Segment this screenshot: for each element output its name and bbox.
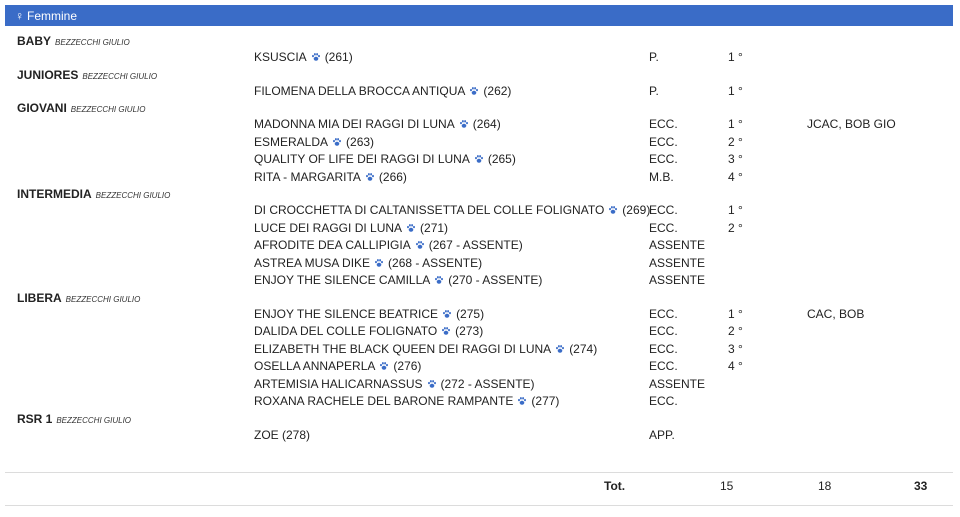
dog-name-text[interactable]: ROXANA RACHELE DEL BARONE RAMPANTE bbox=[254, 394, 514, 408]
entry-row bbox=[0, 117, 960, 134]
paw-icon[interactable] bbox=[442, 309, 452, 319]
dog-name-text[interactable]: ELIZABETH THE BLACK QUEEN DEI RAGGI DI LUNA bbox=[254, 341, 552, 356]
entry-row bbox=[0, 377, 960, 394]
placement: 2 ° bbox=[728, 220, 743, 235]
placement: 3 ° bbox=[728, 152, 743, 166]
catalog-number: (274) bbox=[569, 341, 598, 356]
dog-name[interactable] bbox=[254, 342, 597, 356]
paw-icon[interactable] bbox=[459, 119, 469, 129]
class-name: LIBERA bbox=[17, 290, 62, 305]
dog-name[interactable] bbox=[254, 152, 516, 166]
judgment-grade: APP. bbox=[649, 427, 675, 442]
dog-name[interactable] bbox=[254, 359, 421, 373]
dog-name-text[interactable]: DALIDA DEL COLLE FOLIGNATO bbox=[254, 324, 438, 338]
entry-row bbox=[0, 170, 960, 187]
catalog-number: (273) bbox=[455, 324, 484, 338]
entry-row bbox=[0, 394, 960, 411]
placement: 2 ° bbox=[728, 324, 743, 338]
placement: 2 ° bbox=[728, 134, 743, 149]
placement: 1 ° bbox=[728, 203, 743, 217]
entry-row bbox=[0, 135, 960, 152]
dog-name-text[interactable]: AFRODITE DEA CALLIPIGIA bbox=[254, 238, 411, 252]
female-icon: ♀ bbox=[15, 8, 24, 23]
class-name: RSR 1 bbox=[17, 411, 53, 426]
entry-row bbox=[0, 238, 960, 255]
judgment-grade: ECC. bbox=[649, 117, 678, 131]
dog-name[interactable] bbox=[254, 377, 535, 391]
catalog-number: (266) bbox=[378, 169, 407, 184]
dog-name[interactable] bbox=[254, 428, 310, 442]
class-header bbox=[17, 187, 170, 201]
dog-name[interactable] bbox=[254, 117, 501, 131]
paw-icon[interactable] bbox=[517, 396, 527, 406]
paw-icon[interactable] bbox=[365, 172, 375, 182]
judge-name: BEZZECCHI GIULIO bbox=[70, 105, 146, 114]
class-header bbox=[17, 291, 140, 305]
dog-name-text[interactable]: LUCE DEI RAGGI DI LUNA bbox=[254, 220, 403, 235]
catalog-number: (264) bbox=[472, 117, 501, 131]
paw-icon[interactable] bbox=[474, 154, 484, 164]
entry-row bbox=[0, 203, 960, 220]
placement: 1 ° bbox=[728, 83, 743, 98]
dog-name[interactable] bbox=[254, 273, 542, 287]
placement: 1 ° bbox=[728, 50, 743, 64]
entry-row bbox=[0, 342, 960, 359]
dog-name[interactable] bbox=[254, 203, 650, 217]
judgment-grade: ECC. bbox=[649, 203, 678, 217]
dog-name-text[interactable]: OSELLA ANNAPERLA bbox=[254, 359, 376, 373]
dog-name[interactable] bbox=[254, 170, 407, 184]
catalog-number: (271) bbox=[420, 220, 449, 235]
judgment-grade: ECC. bbox=[649, 306, 678, 321]
judgment-grade: ASSENTE bbox=[649, 255, 706, 270]
placement: 3 ° bbox=[728, 341, 743, 356]
dog-name-text[interactable]: QUALITY OF LIFE DEI RAGGI DI LUNA bbox=[254, 152, 470, 166]
entry-row bbox=[0, 84, 960, 101]
dog-name-text[interactable]: MADONNA MIA DEI RAGGI DI LUNA bbox=[254, 117, 455, 131]
paw-icon[interactable] bbox=[415, 240, 425, 250]
judgment-grade: ECC. bbox=[649, 152, 678, 166]
entry-row bbox=[0, 359, 960, 376]
dog-name[interactable] bbox=[254, 238, 523, 252]
dog-name-text[interactable]: FILOMENA DELLA BROCCA ANTIQUA bbox=[254, 83, 466, 98]
dog-name[interactable] bbox=[254, 135, 374, 149]
entry-row bbox=[0, 324, 960, 341]
judgment-grade: ECC. bbox=[649, 220, 678, 235]
totals-row bbox=[0, 479, 960, 495]
paw-icon[interactable] bbox=[427, 379, 437, 389]
judge-name: BEZZECCHI GIULIO bbox=[56, 415, 132, 425]
paw-icon[interactable] bbox=[469, 86, 479, 96]
judgment-grade: ECC. bbox=[649, 394, 678, 408]
dog-name[interactable] bbox=[254, 256, 482, 270]
award-title: JCAC, BOB GIO bbox=[807, 117, 896, 131]
entry-row bbox=[0, 256, 960, 273]
award-title: CAC, BOB bbox=[807, 306, 865, 321]
placement: 4 ° bbox=[728, 359, 743, 373]
paw-icon[interactable] bbox=[441, 326, 451, 336]
paw-icon[interactable] bbox=[406, 223, 416, 233]
judgment-grade: ASSENTE bbox=[649, 238, 706, 252]
judge-name: BEZZECCHI GIULIO bbox=[95, 191, 171, 200]
placement: 1 ° bbox=[728, 306, 743, 321]
dog-name[interactable] bbox=[254, 221, 448, 235]
entry-row bbox=[0, 428, 960, 445]
class-name: JUNIORES bbox=[17, 67, 79, 82]
dog-name-text[interactable]: ARTEMISIA HALICARNASSUS bbox=[254, 376, 423, 391]
dog-name-text[interactable]: KSUSCIA bbox=[254, 50, 307, 64]
dog-name-text[interactable]: DI CROCCHETTA DI CALTANISSETTA DEL COLLE FOLIGNATO bbox=[254, 203, 605, 217]
totals-col-1: 15 bbox=[720, 479, 734, 493]
catalog-number: (272 - ASSENTE) bbox=[440, 376, 535, 391]
judgment-grade: P. bbox=[649, 83, 659, 98]
class-name: INTERMEDIA bbox=[17, 187, 92, 201]
entry-row bbox=[0, 221, 960, 238]
judge-name: BEZZECCHI GIULIO bbox=[55, 38, 130, 47]
catalog-number: (268 - ASSENTE) bbox=[388, 255, 483, 270]
dog-name[interactable] bbox=[254, 324, 483, 338]
class-header bbox=[17, 34, 130, 48]
paw-icon[interactable] bbox=[555, 344, 565, 354]
judgment-grade: P. bbox=[649, 50, 659, 64]
entry-row bbox=[0, 307, 960, 324]
paw-icon[interactable] bbox=[434, 275, 444, 285]
class-header bbox=[17, 412, 131, 426]
catalog-number: (265) bbox=[487, 152, 516, 166]
class-header bbox=[17, 101, 145, 115]
paw-icon[interactable] bbox=[374, 258, 384, 268]
paw-icon[interactable] bbox=[379, 361, 389, 371]
totals-divider-bottom bbox=[5, 505, 953, 506]
dog-name-text[interactable]: ENJOY THE SILENCE BEATRICE bbox=[254, 306, 439, 321]
paw-icon[interactable] bbox=[332, 137, 342, 147]
catalog-number: (262) bbox=[483, 83, 512, 98]
dog-name[interactable] bbox=[254, 50, 353, 64]
judgment-grade: ECC. bbox=[649, 341, 678, 356]
totals-col-3: 33 bbox=[914, 479, 928, 493]
judgment-grade: ECC. bbox=[649, 324, 678, 338]
catalog-number: (276) bbox=[393, 359, 422, 373]
catalog-number: (277) bbox=[531, 394, 560, 408]
paw-icon[interactable] bbox=[608, 205, 618, 215]
entry-row bbox=[0, 50, 960, 67]
entry-row bbox=[0, 273, 960, 290]
placement: 1 ° bbox=[728, 117, 743, 131]
judgment-grade: ECC. bbox=[649, 359, 678, 373]
dog-name-text[interactable]: ASTREA MUSA DIKE bbox=[254, 255, 371, 270]
catalog-number: (270 - ASSENTE) bbox=[448, 273, 543, 287]
catalog-number: (263) bbox=[346, 134, 375, 149]
catalog-number: (267 - ASSENTE) bbox=[428, 238, 523, 252]
judge-name: BEZZECCHI GIULIO bbox=[82, 71, 158, 81]
totals-divider-top bbox=[5, 472, 953, 473]
totals-label: Tot. bbox=[604, 479, 626, 493]
judgment-grade: M.B. bbox=[649, 169, 674, 184]
dog-name[interactable] bbox=[254, 394, 559, 408]
section-header-femmine bbox=[5, 5, 953, 26]
dog-name[interactable] bbox=[254, 84, 511, 98]
entry-row bbox=[0, 152, 960, 169]
section-title: Femmine bbox=[27, 8, 78, 23]
catalog-number: (269) bbox=[622, 203, 651, 217]
class-name: BABY bbox=[17, 34, 52, 48]
catalog-number: (261) bbox=[324, 50, 353, 64]
judgment-grade: ECC. bbox=[649, 134, 678, 149]
class-name: GIOVANI bbox=[17, 101, 67, 115]
dog-name-text[interactable]: ENJOY THE SILENCE CAMILLA bbox=[254, 273, 431, 287]
judge-name: BEZZECCHI GIULIO bbox=[65, 294, 141, 304]
totals-col-2: 18 bbox=[818, 479, 832, 493]
judgment-grade: ASSENTE bbox=[649, 273, 706, 287]
dog-name-text[interactable]: ESMERALDA bbox=[254, 134, 329, 149]
dog-name-text[interactable]: ZOE (278) bbox=[254, 427, 311, 442]
catalog-number: (275) bbox=[456, 306, 485, 321]
class-header bbox=[17, 68, 157, 82]
dog-name[interactable] bbox=[254, 307, 484, 321]
dog-name-text[interactable]: RITA - MARGARITA bbox=[254, 169, 361, 184]
placement: 4 ° bbox=[728, 169, 743, 184]
judgment-grade: ASSENTE bbox=[649, 376, 706, 391]
paw-icon[interactable] bbox=[311, 52, 321, 62]
